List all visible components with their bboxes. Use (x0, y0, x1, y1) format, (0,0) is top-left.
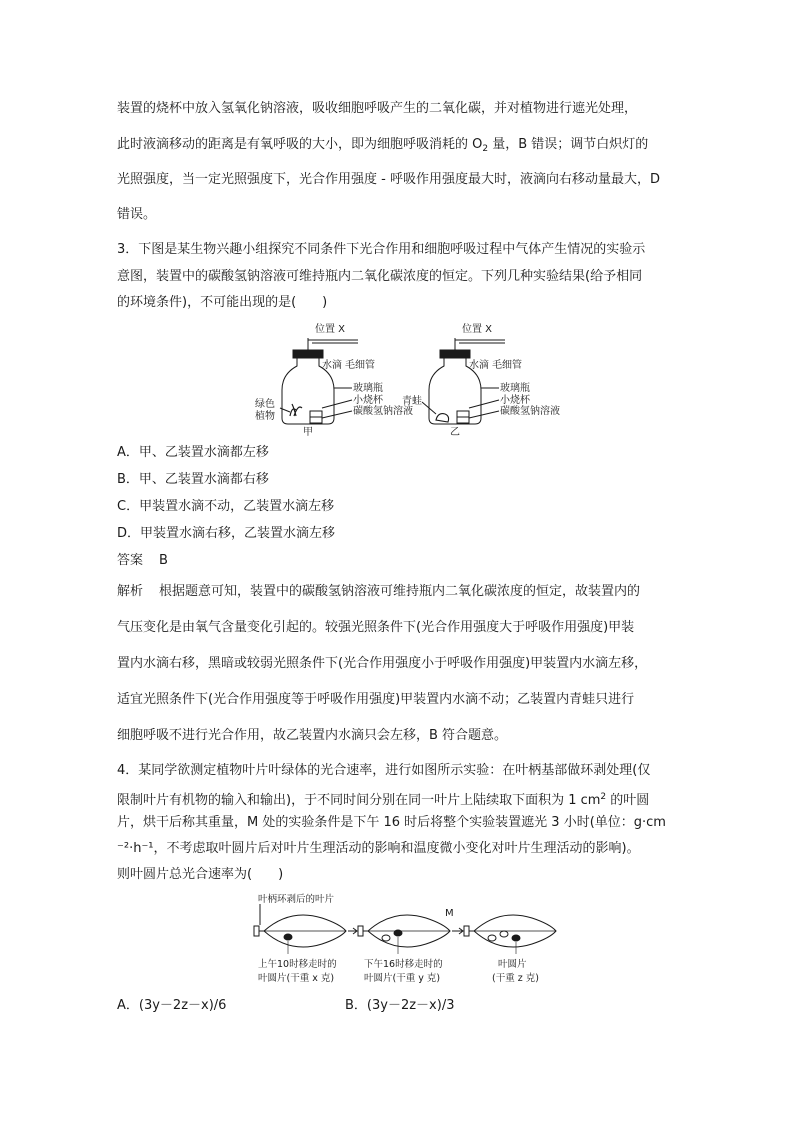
label-disc2-line1: 下午16时移走时的 (364, 959, 443, 970)
label-disc1-line1: 上午10时移走时的 (258, 959, 337, 970)
q3-line-3: 的环境条件)，不可能出现的是( ) (117, 295, 328, 310)
label-disc2-line2: 叶圆片(干重 y 克) (364, 973, 441, 984)
label-pos-x-jia: 位置 X (315, 324, 346, 335)
label-plant-line2: 植物 (255, 411, 275, 422)
label-beaker-jia: 小烧杯 (353, 395, 383, 406)
label-yi: 乙 (450, 427, 460, 436)
q3-line-1: 3．下图是某生物兴趣小组探究不同条件下光合作用和细胞呼吸过程中气体产生情况的实验示 (117, 242, 646, 257)
q4-line-1: 4．某同学欲测定植物叶片叶绿体的光合速率，进行如图所示实验：在叶柄基部做环剥处理(仅 (117, 763, 651, 778)
stopper-yi (440, 350, 470, 358)
label-drop-yi: 水滴 (469, 360, 489, 371)
q3-analysis-3: 置内水滴右移，黑暗或较弱光照条件下(光合作用强度小于呼吸作用强度)甲装置内水滴左移， (117, 656, 648, 671)
plant-icon (290, 404, 302, 416)
label-plant-line1: 绿色 (255, 399, 275, 410)
answer-label: 答案 (117, 553, 144, 568)
q3-analysis-2: 气压变化是由氧气含量变化引起的。较强光照条件下(光合作用强度大于呼吸作用强度)甲装 (117, 620, 635, 635)
prev-line-2a: 此时液滴移动的距离是有氧呼吸的大小，即为细胞呼吸消耗的 O (117, 137, 483, 152)
answer-value: B (159, 553, 168, 568)
capillary-yi (455, 340, 505, 350)
q4-line-4: ⁻²·h⁻¹，不考虑取叶圆片后对叶片生理活动的影响和温度微小变化对叶片生理活动的影响)。 (117, 841, 640, 856)
leaf-2 (358, 915, 450, 947)
prev-line-4: 错误。 (117, 207, 157, 222)
q3-option-c: C．甲装置水滴不动，乙装置水滴左移 (117, 499, 335, 514)
stopper-jia (293, 350, 323, 358)
q3-option-b: B．甲、乙装置水滴都右移 (117, 472, 269, 487)
q3-analysis-5: 细胞呼吸不进行光合作用，故乙装置内水滴只会左移，B 符合题意。 (117, 728, 508, 743)
label-solution-yi: 碳酸氢钠溶液 (500, 406, 560, 417)
label-solution-jia: 碳酸氢钠溶液 (353, 406, 413, 417)
label-jia: 甲 (303, 427, 313, 436)
cm2-superscript: 2 (600, 792, 607, 802)
q4-line-2a: 限制叶片有机物的输入和输出)，于不同时间分别在同一叶片上陆续取下面积为 1 cm (117, 793, 601, 808)
q4-line-2 (117, 789, 649, 809)
q3-answer (117, 553, 168, 569)
q3-analysis-4: 适宜光照条件下(光合作用强度等于呼吸作用强度)甲装置内水滴不动；乙装置内青蛙只进行 (117, 692, 635, 707)
petiole-3 (464, 926, 469, 936)
label-disc3-line2: (干重 z 克) (492, 973, 539, 984)
leaf-3 (464, 915, 556, 947)
label-pos-x-yi: 位置 X (462, 324, 493, 335)
prev-line-3: 光照强度，当一定光照强度下，光合作用强度 - 呼吸作用强度最大时，液滴向右移动量最大，D (117, 172, 660, 187)
label-drop-jia: 水滴 (322, 360, 342, 371)
q3-option-d: D．甲装置水滴右移，乙装置水滴左移 (117, 526, 336, 541)
leaf-1 (254, 904, 346, 947)
prev-line-2b: 量，B 错误；调节白炽灯的 (488, 137, 649, 152)
label-bottle-jia: 玻璃瓶 (353, 383, 383, 394)
q4-line-3: 片，烘干后称其重量，M 处的实验条件是下午 16 时后将整个实验装置遮光 3 小时(单位：g·cm (117, 815, 666, 830)
leaf-hole-2 (382, 935, 390, 941)
q4-line-5: 则叶圆片总光合速率为( ) (117, 867, 284, 882)
label-tube-jia: 毛细管 (345, 360, 375, 371)
apparatus-jia (280, 338, 358, 424)
q3-apparatus-figure (240, 318, 570, 436)
label-m: M (445, 908, 454, 919)
q4-option-b: B．(3y－2z－x)/3 (345, 998, 455, 1013)
leaf-disc-3 (512, 935, 520, 941)
petiole-2 (358, 926, 363, 936)
prev-line-2 (117, 137, 648, 157)
frog-icon (436, 414, 449, 422)
q3-analysis-1 (117, 584, 640, 600)
label-disc3-line1: 叶圆片 (498, 959, 527, 970)
prev-line-1: 装置的烧杯中放入氢氧化钠溶液，吸收细胞呼吸产生的二氧化碳，并对植物进行遮光处理， (117, 101, 638, 116)
q4-leaf-figure (250, 892, 560, 987)
leaf-hole-3a (488, 935, 496, 941)
label-frog: 青蛙 (402, 396, 422, 407)
capillary-jia (308, 340, 358, 350)
apparatus-yi (422, 338, 505, 424)
o2-subscript: 2 (482, 144, 489, 154)
leaf-hole-3b (500, 931, 508, 937)
petiole-1 (254, 926, 259, 936)
leaf-disc-1 (284, 934, 292, 940)
label-beaker-yi: 小烧杯 (500, 395, 530, 406)
leaf-disc-2 (394, 930, 402, 936)
label-bottle-yi: 玻璃瓶 (500, 383, 530, 394)
label-tube-yi: 毛细管 (492, 360, 522, 371)
analysis-text-1: 根据题意可知，装置中的碳酸氢钠溶液可维持瓶内二氧化碳浓度的恒定，故装置内的 (159, 584, 641, 599)
q4-line-2b: 的叶圆 (606, 793, 650, 808)
analysis-label: 解析 (117, 584, 144, 599)
label-leaf: 叶柄环剥后的叶片 (258, 894, 335, 905)
q3-option-a: A．甲、乙装置水滴都左移 (117, 445, 269, 460)
q4-option-a: A．(3y－2z－x)/6 (117, 998, 227, 1013)
label-disc1-line2: 叶圆片(干重 x 克) (258, 973, 335, 984)
q3-line-2: 意图，装置中的碳酸氢钠溶液可维持瓶内二氧化碳浓度的恒定。下列几种实验结果(给予相同 (117, 269, 643, 284)
